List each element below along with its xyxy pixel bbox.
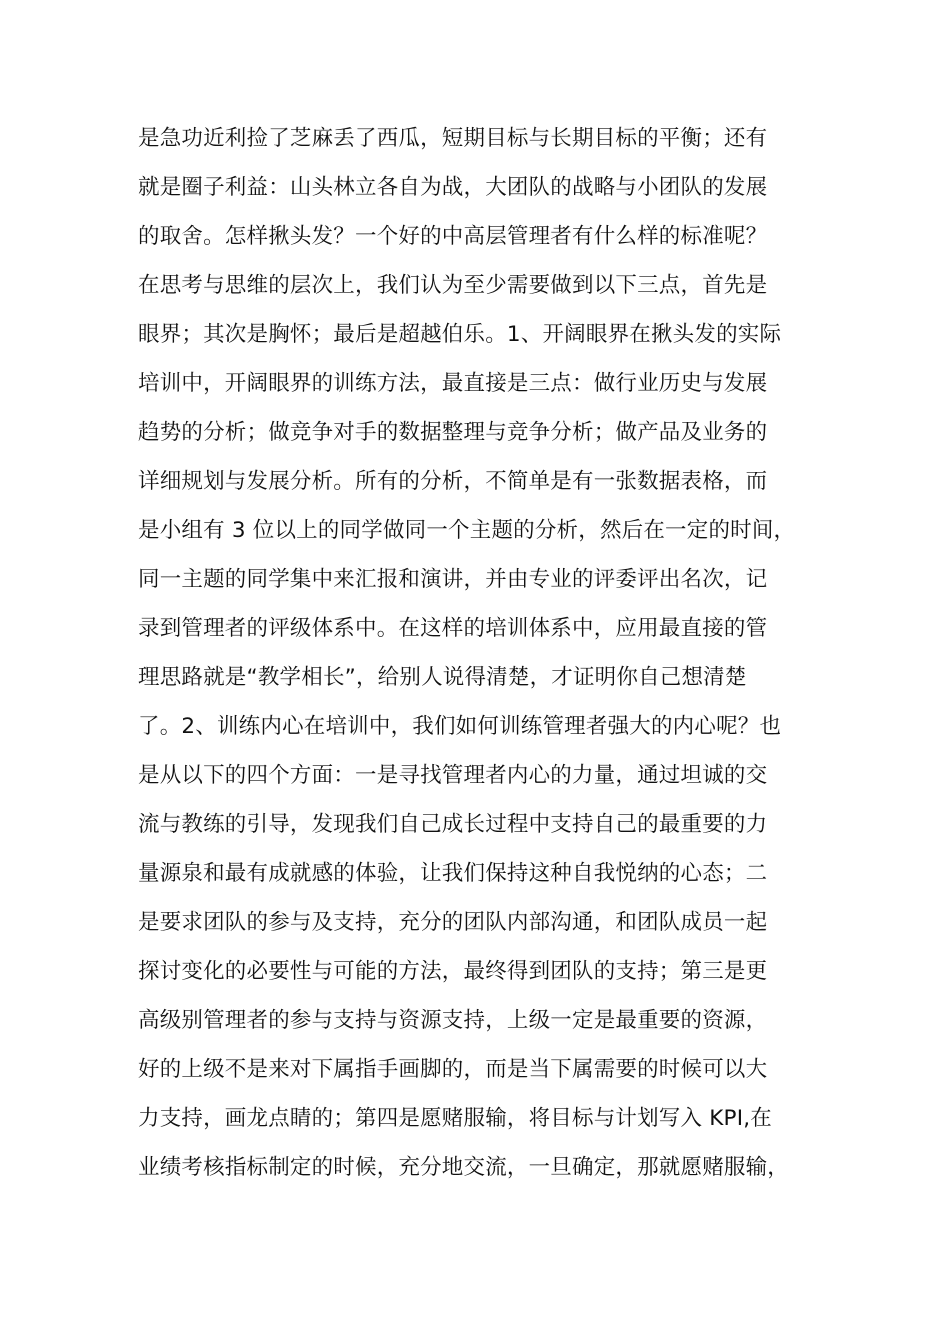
text-line: 录到管理者的评级体系中。在这样的培训体系中，应用最直接的管: [138, 616, 768, 641]
text-line: 在思考与思维的层次上，我们认为至少需要做到以下三点，首先是: [138, 273, 768, 298]
text-line: 高级别管理者的参与支持与资源支持，上级一定是最重要的资源，: [138, 1008, 768, 1033]
text-line: 量源泉和最有成就感的体验，让我们保持这种自我悦纳的心态；二: [138, 861, 768, 886]
text-line: 是从以下的四个方面：一是寻找管理者内心的力量，通过坦诚的交: [138, 763, 768, 788]
text-line: 力支持，画龙点睛的；第四是愿赌服输，将目标与计划写入 KPI,在: [138, 1106, 772, 1131]
text-line: 流与教练的引导，发现我们自己成长过程中支持自己的最重要的力: [138, 812, 768, 837]
text-line: 探讨变化的必要性与可能的方法，最终得到团队的支持；第三是更: [138, 959, 768, 984]
text-line: 是小组有 3 位以上的同学做同一个主题的分析，然后在一定的时间，: [138, 518, 796, 543]
text-line: 的取舍。怎样揪头发？一个好的中高层管理者有什么样的标准呢？: [138, 224, 768, 249]
text-line: 详细规划与发展分析。所有的分析，不简单是有一张数据表格，而: [138, 469, 768, 494]
text-line: 理思路就是“教学相长”，给别人说得清楚，才证明你自己想清楚: [138, 665, 747, 690]
text-line: 同一主题的同学集中来汇报和演讲，并由专业的评委评出名次，记: [138, 567, 768, 592]
text-line: 眼界；其次是胸怀；最后是超越伯乐。1、开阔眼界在揪头发的实际: [138, 322, 782, 347]
text-line: 业绩考核指标制定的时候，充分地交流，一旦确定，那就愿赌服输，: [138, 1155, 790, 1180]
text-line: 趋势的分析；做竞争对手的数据整理与竞争分析；做产品及业务的: [138, 420, 768, 445]
text-line: 是要求团队的参与及支持，充分的团队内部沟通，和团队成员一起: [138, 910, 768, 935]
text-line: 了。2、训练内心在培训中，我们如何训练管理者强大的内心呢？也: [138, 714, 782, 739]
body-text: [138, 114, 818, 1192]
text-line: 培训中，开阔眼界的训练方法，最直接是三点：做行业历史与发展: [138, 371, 768, 396]
text-line: 好的上级不是来对下属指手画脚的，而是当下属需要的时候可以大: [138, 1057, 768, 1082]
text-line: 就是圈子利益：山头林立各自为战，大团队的战略与小团队的发展: [138, 175, 768, 200]
text-line: 是急功近利捡了芝麻丢了西瓜，短期目标与长期目标的平衡；还有: [138, 126, 768, 151]
